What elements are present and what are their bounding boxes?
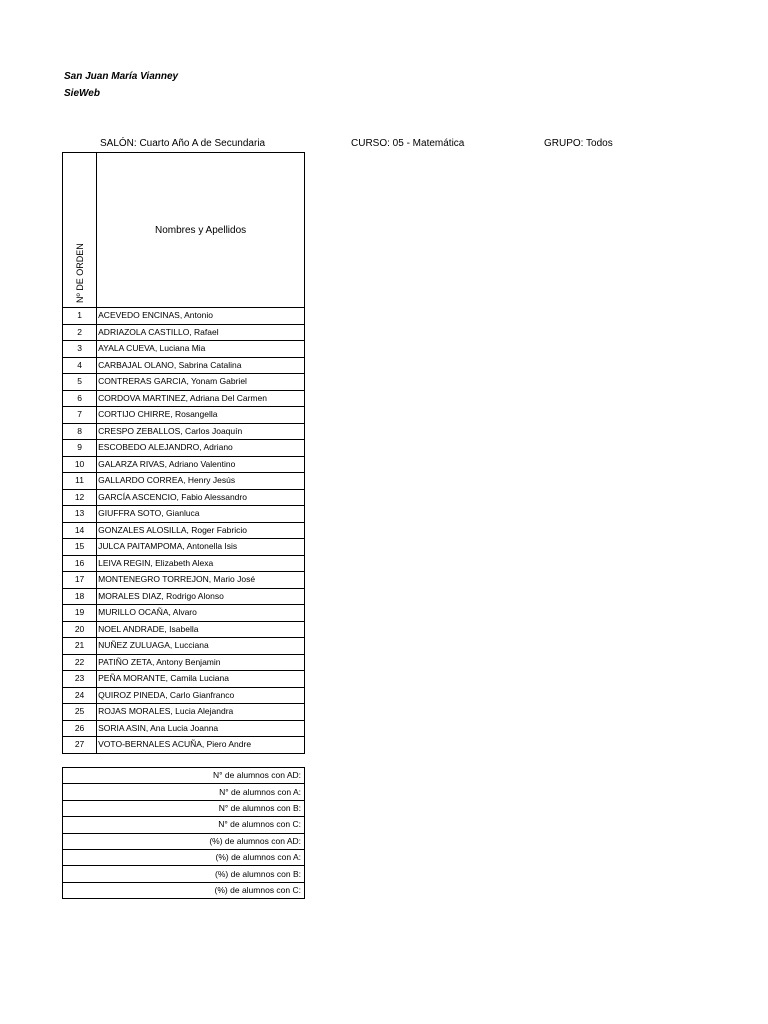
summary-label: (%) de alumnos con C: [63,882,305,898]
order-number: 24 [63,687,97,704]
student-name: ROJAS MORALES, Lucia Alejandra [97,704,305,721]
table-row [63,687,305,704]
student-name: AYALA CUEVA, Luciana Mia [97,341,305,358]
table-row [63,737,305,754]
order-number: 22 [63,654,97,671]
orden-header-label: Nº DE ORDEN [74,243,85,303]
roster-body [63,308,305,754]
summary-row [63,768,305,784]
student-name: JULCA PAITAMPOMA, Antonella Isis [97,539,305,556]
summary-row [63,800,305,816]
order-number: 26 [63,720,97,737]
order-number: 1 [63,308,97,325]
student-name: LEIVA REGIN, Elizabeth Alexa [97,555,305,572]
order-number: 17 [63,572,97,589]
table-row [63,638,305,655]
student-name: CORDOVA MARTINEZ, Adriana Del Carmen [97,390,305,407]
summary-table [62,767,305,899]
order-number: 15 [63,539,97,556]
summary-label: N° de alumnos con A: [63,784,305,800]
student-name: GIUFFRA SOTO, Gianluca [97,506,305,523]
summary-label: N° de alumnos con AD: [63,768,305,784]
order-number: 9 [63,440,97,457]
order-number: 5 [63,374,97,391]
table-row [63,473,305,490]
order-number: 20 [63,621,97,638]
table-row [63,423,305,440]
order-number: 6 [63,390,97,407]
student-name: ADRIAZOLA CASTILLO, Rafael [97,324,305,341]
table-row [63,308,305,325]
table-row [63,704,305,721]
curso-label: CURSO: 05 - Matemática [351,138,465,149]
table-row [63,605,305,622]
summary-label: N° de alumnos con B: [63,800,305,816]
order-number: 27 [63,737,97,754]
student-name: PATIÑO ZETA, Antony Benjamin [97,654,305,671]
order-number: 12 [63,489,97,506]
table-row [63,341,305,358]
student-name: MURILLO OCAÑA, Alvaro [97,605,305,622]
order-number: 7 [63,407,97,424]
system-name: SieWeb [64,88,100,99]
summary-label: (%) de alumnos con AD: [63,833,305,849]
student-name: MORALES DIAZ, Rodrigo Alonso [97,588,305,605]
table-row [63,671,305,688]
student-name: QUIROZ PINEDA, Carlo Gianfranco [97,687,305,704]
summary-row [63,817,305,833]
student-name: NOEL ANDRADE, Isabella [97,621,305,638]
order-number: 2 [63,324,97,341]
order-number: 4 [63,357,97,374]
table-row [63,522,305,539]
order-number: 3 [63,341,97,358]
order-number: 19 [63,605,97,622]
student-name: GALARZA RIVAS, Adriano Valentino [97,456,305,473]
table-row [63,572,305,589]
student-name: CONTRERAS GARCIA, Yonam Gabriel [97,374,305,391]
orden-column-header [63,153,97,308]
table-row [63,654,305,671]
table-row [63,390,305,407]
table-row [63,588,305,605]
order-number: 13 [63,506,97,523]
student-name: PEÑA MORANTE, Camila Luciana [97,671,305,688]
table-row [63,720,305,737]
student-name: CARBAJAL OLANO, Sabrina Catalina [97,357,305,374]
student-name: GALLARDO CORREA, Henry Jesús [97,473,305,490]
order-number: 8 [63,423,97,440]
table-row [63,440,305,457]
student-name: NUÑEZ ZULUAGA, Lucciana [97,638,305,655]
summary-row [63,784,305,800]
order-number: 16 [63,555,97,572]
summary-body [63,768,305,899]
table-row [63,506,305,523]
summary-row [63,882,305,898]
order-number: 25 [63,704,97,721]
salon-label: SALÓN: Cuarto Año A de Secundaria [100,138,266,149]
student-roster-table [62,152,305,754]
order-number: 11 [63,473,97,490]
table-row [63,407,305,424]
student-name: SORIA ASIN, Ana Lucia Joanna [97,720,305,737]
order-number: 18 [63,588,97,605]
summary-row [63,833,305,849]
roster-header-row [63,153,305,308]
table-row [63,539,305,556]
student-name: CRESPO ZEBALLOS, Carlos Joaquín [97,423,305,440]
table-row [63,621,305,638]
school-name: San Juan María Vianney [64,71,179,82]
student-name: MONTENEGRO TORREJON, Mario José [97,572,305,589]
summary-label: (%) de alumnos con A: [63,849,305,865]
table-row [63,374,305,391]
student-name: ACEVEDO ENCINAS, Antonio [97,308,305,325]
student-name: GARCÍA ASCENCIO, Fabio Alessandro [97,489,305,506]
order-number: 10 [63,456,97,473]
order-number: 23 [63,671,97,688]
summary-label: (%) de alumnos con B: [63,866,305,882]
table-row [63,324,305,341]
summary-label: N° de alumnos con C: [63,817,305,833]
summary-row [63,849,305,865]
student-name: ESCOBEDO ALEJANDRO, Adriano [97,440,305,457]
table-row [63,456,305,473]
summary-row [63,866,305,882]
table-row [63,489,305,506]
nombres-column-header: Nombres y Apellidos [97,153,305,308]
order-number: 14 [63,522,97,539]
student-name: GONZALES ALOSILLA, Roger Fabricio [97,522,305,539]
student-name: VOTO-BERNALES ACUÑA, Piero Andre [97,737,305,754]
table-row [63,555,305,572]
table-row [63,357,305,374]
student-name: CORTIJO CHIRRE, Rosangella [97,407,305,424]
order-number: 21 [63,638,97,655]
grupo-label: GRUPO: Todos [544,138,613,149]
